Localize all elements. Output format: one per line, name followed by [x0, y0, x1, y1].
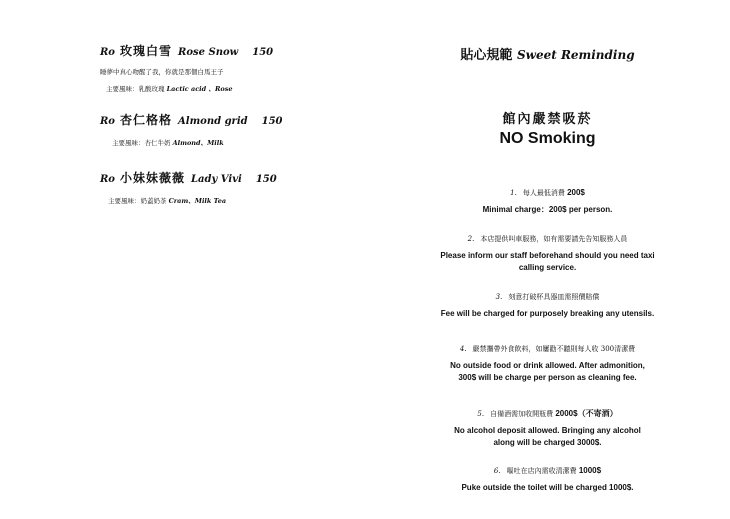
menu-item-header: [100, 42, 273, 59]
rule-item: [365, 466, 730, 494]
ingredients-zh: 主要風味：杏仁牛奶: [112, 139, 171, 147]
drink-ingredients: [100, 196, 277, 205]
ingredients-zh: 主要風味：乳酸玫瑰: [106, 85, 165, 93]
rule-text-zh: 2. 本店提供叫車服務，如有需要請先告知服務人員: [467, 235, 628, 243]
notice-title-en: Sweet Reminding: [516, 48, 635, 62]
rule-number: 6.: [493, 467, 501, 475]
drink-ingredients: [100, 84, 273, 93]
ingredients-en: Lactic acid 、Rose: [166, 85, 233, 93]
drink-price: 150: [261, 116, 283, 127]
rule-item: [365, 188, 730, 216]
no-smoking-heading-zh: 館內嚴禁吸菸: [502, 112, 593, 127]
ingredients-zh: 主要風味：奶蓋奶茶: [108, 197, 167, 205]
rule-text-zh: 4. 嚴禁攜帶外食飲料，如屢勸不聽則每人收 300清潔費: [459, 345, 636, 353]
rule-item: [365, 292, 730, 320]
rule-text-zh: 6. 嘔吐在店內需收清潔費 1000$: [493, 466, 602, 475]
rule-text-en: No alcohol deposit allowed. Bringing any alcohol along will be charged 3000$.: [454, 426, 641, 447]
ingredients-en: Almond、Milk: [172, 139, 224, 147]
rule-number: 5.: [477, 410, 485, 418]
rule-amount: 2000$（不寄酒）: [555, 409, 618, 418]
drink-name-en: Almond grid: [178, 116, 248, 127]
drink-ingredients: [100, 138, 283, 147]
rule-amount: 1000$: [578, 466, 602, 475]
rule-text-en: Fee will be charged for purposely breaking any utensils.: [440, 309, 655, 318]
rule-text-zh: 3. 刻意打破杯具器皿需照價賠償: [495, 293, 600, 301]
notice-page: [365, 0, 730, 519]
rule-text-en: Please inform our staff beforehand should you need taxi calling service.: [440, 251, 655, 272]
drink-price: 150: [255, 174, 277, 185]
rule-number: 3.: [495, 293, 503, 301]
drink-name-en: Rose Snow: [178, 47, 239, 58]
menu-item: [100, 169, 277, 205]
rule-number: 2.: [467, 235, 475, 243]
no-smoking-heading-en: NO Smoking: [499, 130, 596, 147]
menu-item-header: [100, 111, 283, 128]
rule-number: 1.: [510, 189, 517, 197]
notice-title: [365, 44, 730, 63]
ingredients-en: Cram、Milk Tea: [168, 197, 227, 205]
bullet-mark: Ro: [100, 174, 115, 185]
menu-item: [100, 111, 283, 147]
drink-name-zh: 杏仁格格: [120, 113, 173, 127]
bullet-mark: Ro: [100, 47, 115, 58]
drink-description: 睡夢中真心吻醒了我，你就是那個白馬王子: [100, 68, 224, 76]
bullet-mark: Ro: [100, 116, 115, 127]
notice-title-zh: 貼心規範: [460, 48, 513, 63]
rule-item: [365, 344, 730, 384]
rule-text-en: Puke outside the toilet will be charged 1000$.: [461, 483, 634, 492]
rule-text-en: Minimal charge：200$ per person.: [482, 205, 613, 214]
rule-number: 4.: [459, 345, 467, 353]
menu-item-header: [100, 169, 277, 186]
drink-name-en: Lady Vivi: [191, 174, 242, 185]
rule-amount: 200$: [567, 188, 585, 197]
rule-item: [365, 234, 730, 274]
rule-text-zh: 1. 每人最低消費 200$: [510, 188, 585, 197]
rule-text-en: No outside food or drink allowed. After admonition, 300$ will be charge per person as cleaning fee.: [450, 361, 645, 382]
rule-text-zh: 5. 自備酒需加收開瓶費 2000$（不寄酒）: [477, 409, 618, 418]
rule-item: [365, 408, 730, 449]
drink-name-zh: 小妹妹薇薇: [120, 171, 186, 185]
menu-item: [100, 42, 273, 93]
drink-name-zh: 玫瑰白雪: [120, 44, 173, 58]
drink-price: 150: [252, 47, 274, 58]
